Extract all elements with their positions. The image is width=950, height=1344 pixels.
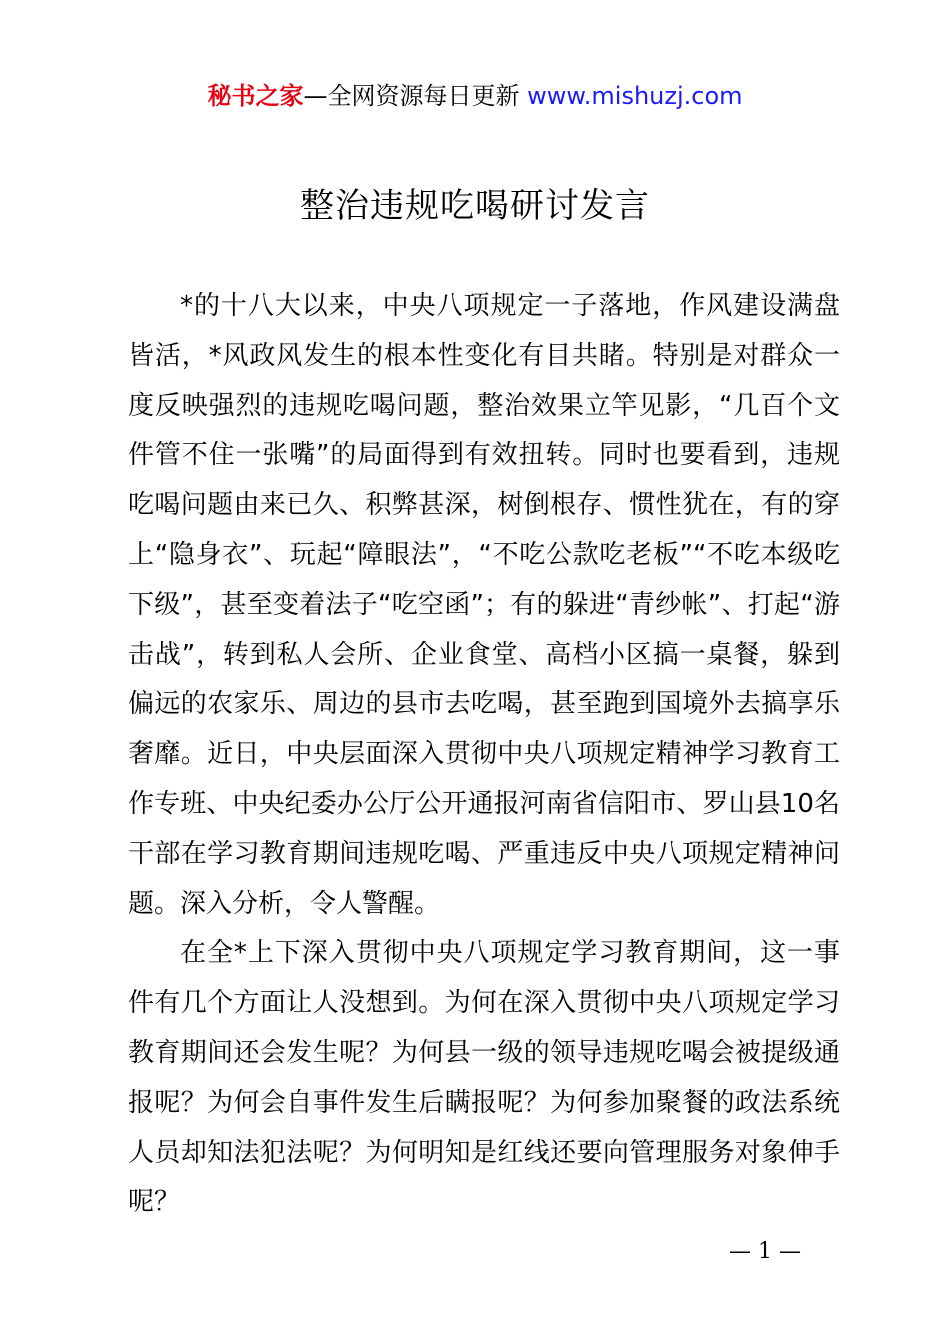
site-slogan: —全网资源每日更新 bbox=[303, 82, 528, 110]
body-paragraph-2: 在全*上下深入贯彻中央八项规定学习教育期间，这一事件有几个方面让人没想到。为何在深入贯彻中央八项规定学习教育期间还会发生呢？为何县一级的领导违规吃喝会被提级通报呢？为何会自事件发生后瞒报呢？为何参加聚餐的政法系统人员却知法犯法呢？为何明知是红线还要向管理服务对象伸手呢？ bbox=[128, 938, 840, 1218]
document-body bbox=[128, 282, 840, 1228]
site-header bbox=[0, 78, 950, 114]
site-url-link[interactable]: www.mishuzj.com bbox=[527, 82, 743, 110]
brand-name: 秘书之家 bbox=[207, 82, 304, 110]
document-title: 整治违规吃喝研讨发言 bbox=[300, 186, 650, 226]
body-paragraph-1: *的十八大以来，中央八项规定一子落地，作风建设满盘皆活，*风政风发生的根本性变化有目共睹。特别是对群众一度反映强烈的违规吃喝问题，整治效果立竿见影，“几百个文件管不住一张嘴”的局面得到有效扭转。同时也要看到，违规吃喝问题由来已久、积弊甚深，树倒根存、惯性犹在，有的穿上“隐身衣”、玩起“障眼法”，“不吃公款吃老板”“不吃本级吃下级”，甚至变着法子“吃空函”；有的躲进“青纱帐”、打起“游击战”，转到私人会所、企业食堂、高档小区搞一桌餐，躲到偏远的农家乐、周边的县市去吃喝，甚至跑到国境外去搞享乐奢靡。近日，中央层面深入贯彻中央八项规定精神学习教育工作专班、中央纪委办公厅公开通报河南省信阳市、罗山县10名干部在学习教育期间违规吃喝、严重违反中央八项规定精神问题。深入分析，令人警醒。 bbox=[128, 291, 840, 919]
page-number: — 1 — bbox=[729, 1239, 801, 1264]
